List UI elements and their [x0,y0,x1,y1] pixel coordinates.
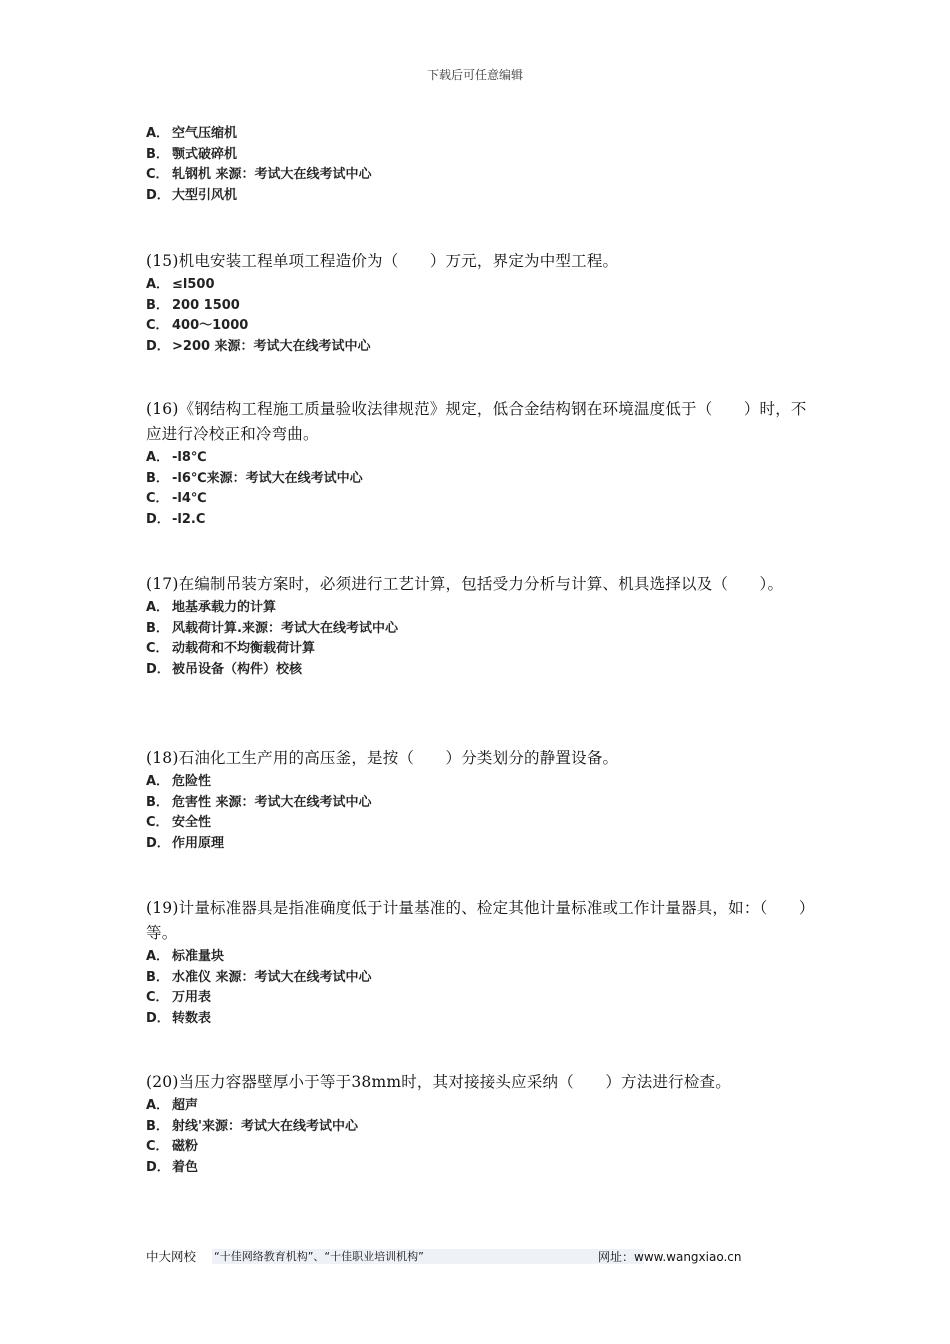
option-letter: A． [146,450,170,465]
question-text: (20)当压力容器壁厚小于等于38mm时，其对接接头应采纳（ ）方法进行检查。 [146,1073,731,1091]
question-20 [146,1070,810,1178]
option-text: 大型引风机 [172,187,238,203]
option-letter: C． [146,990,169,1006]
option-a [146,598,810,619]
option-letter: C． [146,1139,169,1155]
option-text: 标准量块 [172,949,225,964]
option-c [146,1137,810,1158]
option-letter: B． [146,1118,169,1134]
option-c [146,813,810,834]
option-d [146,337,810,358]
option-text: 危险性 [172,774,212,789]
question-19 [146,896,810,1029]
option-letter: A． [146,600,170,615]
option-a [146,947,810,968]
option-d [146,1158,810,1179]
option-text: -l6℃来源：考试大在线考试中心 [172,470,363,486]
option-text: 空气压缩机 [172,126,238,141]
option-letter: B． [146,620,169,636]
option-text: 颚式破碎机 [172,146,238,162]
option-text: >200 来源：考试大在线考试中心 [172,338,371,354]
option-text: 水准仪 来源：考试大在线考试中心 [172,969,372,985]
option-b [146,145,372,166]
footer-website[interactable]: 网址：www.wangxiao.cn [598,1250,742,1264]
option-letter: D． [146,661,170,677]
option-b [146,469,810,490]
option-text: 危害性 来源：考试大在线考试中心 [172,794,372,810]
option-d [146,186,372,207]
page-header: 下载后可任意编辑 [426,68,523,82]
option-text: -l2.C [172,511,206,527]
option-a [146,1096,810,1117]
option-text: 安全性 [172,815,212,831]
option-text: 被吊设备（构件）校核 [172,661,303,677]
option-letter: A． [146,126,170,141]
question-text: (19)计量标准器具是指准确度低于计量基准的、检定其他计量标准或工作计量器具，如：（ ）等。 [146,899,807,942]
question-text: (15)机电安装工程单项工程造价为（ ）万元，界定为中型工程。 [146,252,619,270]
option-text: 地基承载力的计算 [172,600,277,615]
option-a [146,124,372,145]
option-c [146,639,810,660]
question-17 [146,572,810,680]
question-18 [146,746,810,854]
option-letter: D． [146,1159,170,1175]
option-letter: C． [146,491,169,507]
option-letter: B． [146,969,169,985]
option-letter: C． [146,167,169,183]
option-letter: B． [146,297,169,313]
option-text: 作用原理 [172,835,225,851]
option-text: 磁粉 [172,1139,199,1155]
option-text: 动载荷和不均衡载荷计算 [172,641,316,657]
option-letter: A． [146,277,170,292]
option-text: 着色 [172,1159,199,1175]
option-b [146,793,810,814]
option-c [146,316,810,337]
option-letter: C． [146,815,169,831]
option-letter: D． [146,1010,170,1026]
option-letter: B． [146,146,169,162]
option-b [146,1117,810,1138]
option-text: 超声 [172,1098,199,1113]
option-d [146,510,810,531]
option-letter: B． [146,794,169,810]
option-d [146,1009,810,1030]
option-letter: D． [146,511,170,527]
option-a [146,772,810,793]
option-text: -l4℃ [172,491,207,507]
option-text: ≤l500 [172,277,215,292]
question-16 [146,397,810,530]
option-a [146,448,810,469]
page-footer [146,1248,746,1266]
option-letter: D． [146,187,170,203]
option-letter: D． [146,835,170,851]
question-text: (18)石油化工生产用的高压釜，是按（ ）分类划分的静置设备。 [146,749,619,767]
option-c [146,165,372,186]
option-letter: A． [146,774,170,789]
option-letter: A． [146,949,170,964]
option-b [146,619,810,640]
option-text: 射线'来源：考试大在线考试中心 [172,1118,358,1134]
option-letter: A． [146,1098,170,1113]
option-d [146,834,810,855]
option-c [146,489,810,510]
option-letter: D． [146,338,170,354]
option-letter: C． [146,641,169,657]
footer-slogan: “十佳网络教育机构”、“十佳职业培训机构” [212,1249,644,1264]
question-15 [146,249,810,357]
option-text: 转数表 [172,1010,212,1026]
option-letter: B． [146,470,169,486]
option-letter: C． [146,318,169,334]
option-text: 风载荷计算.来源：考试大在线考试中心 [172,620,398,636]
option-a [146,275,810,296]
option-text: 400～1000 [172,318,249,334]
option-b [146,296,810,317]
footer-school-name: 中大网校 [146,1249,197,1264]
option-text: 200 1500 [172,297,240,313]
option-b [146,968,810,989]
option-c [146,988,810,1009]
question-text: (16)《钢结构工程施工质量验收法律规范》规定，低合金结构钢在环境温度低于（ ）时，不应进行冷校正和冷弯曲。 [146,400,807,443]
previous-question-options [146,124,372,206]
question-text: (17)在编制吊装方案时，必须进行工艺计算，包括受力分析与计算、机具选择以及（ ）。 [146,575,784,593]
option-d [146,660,810,681]
option-text: 轧钢机 来源：考试大在线考试中心 [172,167,372,183]
option-text: -l8℃ [172,450,207,465]
option-text: 万用表 [172,990,212,1006]
